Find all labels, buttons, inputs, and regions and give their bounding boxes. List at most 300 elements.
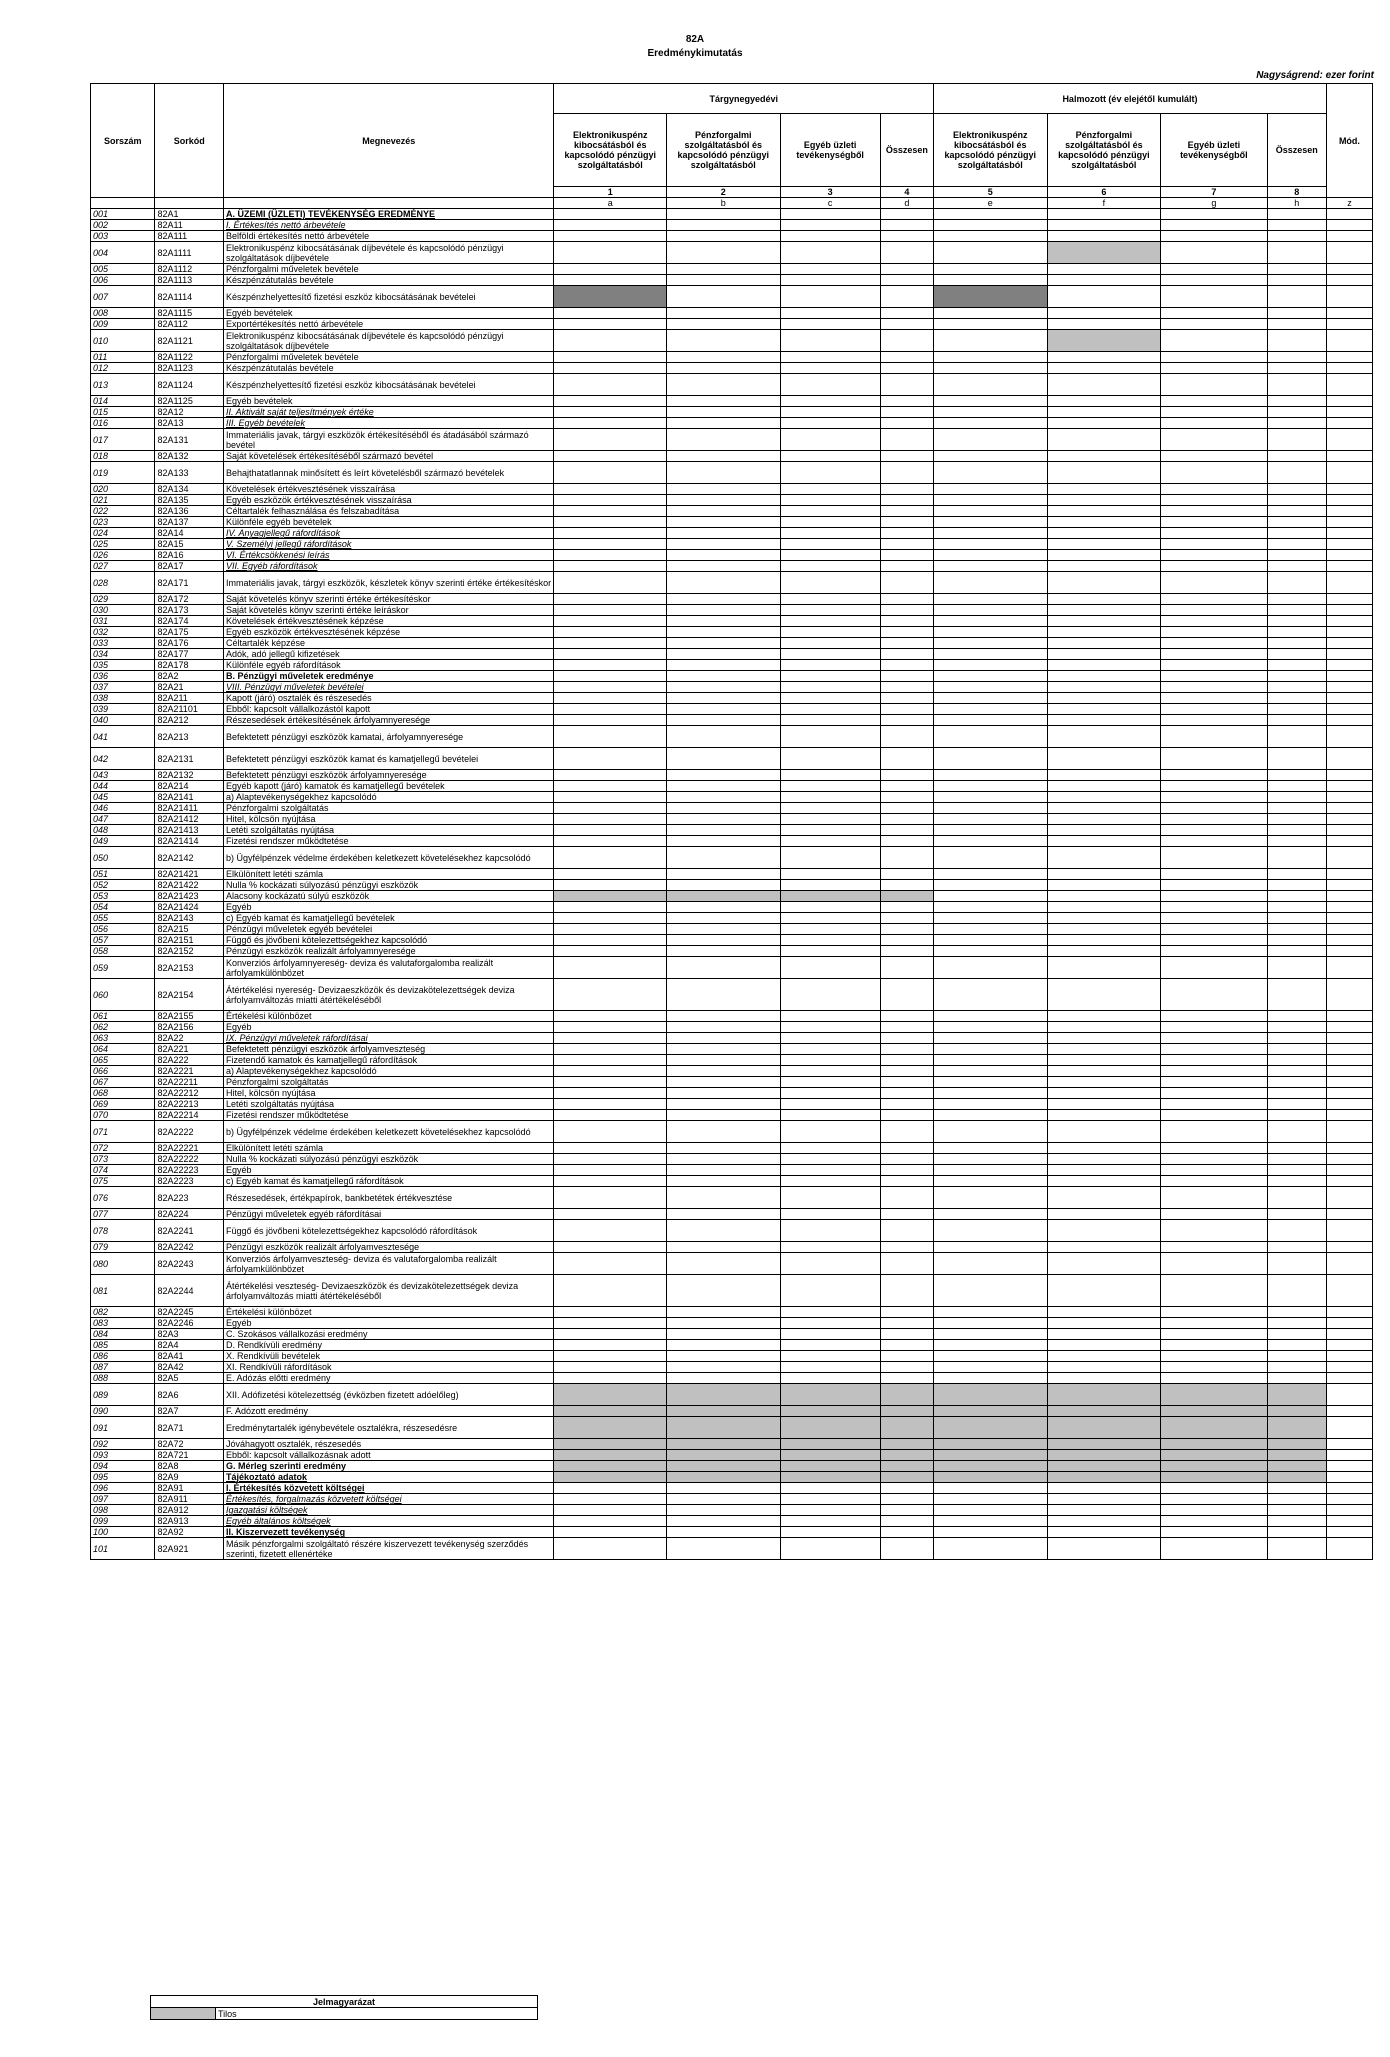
value-cell[interactable] (1161, 649, 1267, 660)
value-cell[interactable] (1047, 902, 1161, 913)
value-cell[interactable] (666, 803, 780, 814)
value-cell[interactable] (934, 1373, 1048, 1384)
value-cell[interactable] (934, 1417, 1048, 1439)
value-cell[interactable] (554, 913, 667, 924)
value-cell[interactable] (934, 1351, 1048, 1362)
value-cell[interactable] (1267, 1121, 1326, 1143)
value-cell[interactable] (666, 1384, 780, 1406)
value-cell[interactable] (780, 528, 880, 539)
value-cell[interactable] (1267, 572, 1326, 594)
value-cell[interactable] (934, 814, 1048, 825)
value-cell[interactable] (780, 946, 880, 957)
value-cell[interactable] (666, 418, 780, 429)
value-cell[interactable] (880, 286, 933, 308)
value-cell[interactable] (780, 836, 880, 847)
value-cell[interactable] (1161, 308, 1267, 319)
value-cell[interactable] (780, 363, 880, 374)
value-cell[interactable] (880, 418, 933, 429)
value-cell[interactable] (780, 748, 880, 770)
value-cell[interactable] (666, 704, 780, 715)
value-cell[interactable] (780, 242, 880, 264)
value-cell[interactable] (880, 396, 933, 407)
value-cell[interactable] (880, 462, 933, 484)
value-cell[interactable] (934, 286, 1048, 308)
value-cell[interactable] (880, 616, 933, 627)
value-cell[interactable] (1047, 748, 1161, 770)
value-cell[interactable] (1047, 231, 1161, 242)
value-cell[interactable] (1267, 429, 1326, 451)
value-cell[interactable] (880, 319, 933, 330)
value-cell[interactable] (780, 1384, 880, 1406)
value-cell[interactable] (1047, 418, 1161, 429)
value-cell[interactable] (1047, 693, 1161, 704)
value-cell[interactable] (880, 275, 933, 286)
value-cell[interactable] (780, 1516, 880, 1527)
value-cell[interactable] (1047, 462, 1161, 484)
value-cell[interactable] (1161, 1165, 1267, 1176)
value-cell[interactable] (880, 957, 933, 979)
value-cell[interactable] (554, 924, 667, 935)
value-cell[interactable] (1267, 649, 1326, 660)
value-cell[interactable] (554, 671, 667, 682)
value-cell[interactable] (880, 517, 933, 528)
value-cell[interactable] (880, 1187, 933, 1209)
value-cell[interactable] (1047, 1406, 1161, 1417)
value-cell[interactable] (780, 1110, 880, 1121)
value-cell[interactable] (666, 1077, 780, 1088)
value-cell[interactable] (1161, 803, 1267, 814)
value-cell[interactable] (780, 627, 880, 638)
value-cell[interactable] (666, 1318, 780, 1329)
value-cell[interactable] (666, 1011, 780, 1022)
value-cell[interactable] (554, 1022, 667, 1033)
value-cell[interactable] (1267, 1033, 1326, 1044)
value-cell[interactable] (880, 1307, 933, 1318)
value-cell[interactable] (934, 880, 1048, 891)
value-cell[interactable] (934, 1176, 1048, 1187)
value-cell[interactable] (554, 825, 667, 836)
value-cell[interactable] (780, 1275, 880, 1307)
value-cell[interactable] (666, 264, 780, 275)
value-cell[interactable] (1161, 1461, 1267, 1472)
value-cell[interactable] (880, 1351, 933, 1362)
value-cell[interactable] (934, 1253, 1048, 1275)
value-cell[interactable] (780, 913, 880, 924)
value-cell[interactable] (880, 693, 933, 704)
value-cell[interactable] (934, 1143, 1048, 1154)
value-cell[interactable] (666, 484, 780, 495)
value-cell[interactable] (666, 1307, 780, 1318)
value-cell[interactable] (1047, 1505, 1161, 1516)
value-cell[interactable] (554, 286, 667, 308)
value-cell[interactable] (934, 1505, 1048, 1516)
value-cell[interactable] (554, 462, 667, 484)
value-cell[interactable] (554, 1538, 667, 1560)
value-cell[interactable] (1267, 1209, 1326, 1220)
value-cell[interactable] (554, 704, 667, 715)
value-cell[interactable] (934, 528, 1048, 539)
value-cell[interactable] (934, 1439, 1048, 1450)
value-cell[interactable] (666, 429, 780, 451)
value-cell[interactable] (780, 495, 880, 506)
value-cell[interactable] (780, 1494, 880, 1505)
value-cell[interactable] (1047, 374, 1161, 396)
value-cell[interactable] (880, 264, 933, 275)
value-cell[interactable] (1047, 1538, 1161, 1560)
value-cell[interactable] (780, 209, 880, 220)
value-cell[interactable] (780, 352, 880, 363)
value-cell[interactable] (1047, 946, 1161, 957)
value-cell[interactable] (554, 803, 667, 814)
value-cell[interactable] (934, 1099, 1048, 1110)
value-cell[interactable] (780, 1483, 880, 1494)
value-cell[interactable] (554, 1505, 667, 1516)
value-cell[interactable] (1161, 209, 1267, 220)
value-cell[interactable] (1161, 242, 1267, 264)
value-cell[interactable] (1161, 1275, 1267, 1307)
value-cell[interactable] (1161, 935, 1267, 946)
value-cell[interactable] (934, 550, 1048, 561)
value-cell[interactable] (1161, 770, 1267, 781)
value-cell[interactable] (1047, 1351, 1161, 1362)
value-cell[interactable] (934, 1275, 1048, 1307)
value-cell[interactable] (934, 1461, 1048, 1472)
value-cell[interactable] (1047, 572, 1161, 594)
value-cell[interactable] (880, 484, 933, 495)
value-cell[interactable] (880, 550, 933, 561)
value-cell[interactable] (666, 935, 780, 946)
value-cell[interactable] (780, 1417, 880, 1439)
value-cell[interactable] (780, 704, 880, 715)
value-cell[interactable] (554, 1055, 667, 1066)
value-cell[interactable] (1161, 891, 1267, 902)
value-cell[interactable] (554, 572, 667, 594)
value-cell[interactable] (934, 1011, 1048, 1022)
value-cell[interactable] (554, 1110, 667, 1121)
value-cell[interactable] (1047, 561, 1161, 572)
value-cell[interactable] (1161, 1494, 1267, 1505)
value-cell[interactable] (1161, 792, 1267, 803)
value-cell[interactable] (1161, 1340, 1267, 1351)
value-cell[interactable] (666, 825, 780, 836)
value-cell[interactable] (666, 627, 780, 638)
value-cell[interactable] (934, 781, 1048, 792)
value-cell[interactable] (1161, 1417, 1267, 1439)
value-cell[interactable] (554, 616, 667, 627)
value-cell[interactable] (780, 1472, 880, 1483)
value-cell[interactable] (1267, 231, 1326, 242)
value-cell[interactable] (880, 1099, 933, 1110)
value-cell[interactable] (554, 1494, 667, 1505)
value-cell[interactable] (1267, 1187, 1326, 1209)
value-cell[interactable] (1047, 1220, 1161, 1242)
value-cell[interactable] (666, 902, 780, 913)
value-cell[interactable] (880, 1220, 933, 1242)
value-cell[interactable] (1161, 330, 1267, 352)
value-cell[interactable] (1047, 682, 1161, 693)
value-cell[interactable] (554, 935, 667, 946)
value-cell[interactable] (554, 1417, 667, 1439)
value-cell[interactable] (1267, 1472, 1326, 1483)
value-cell[interactable] (1267, 1340, 1326, 1351)
value-cell[interactable] (880, 352, 933, 363)
value-cell[interactable] (666, 572, 780, 594)
value-cell[interactable] (880, 781, 933, 792)
value-cell[interactable] (1047, 1022, 1161, 1033)
value-cell[interactable] (554, 594, 667, 605)
value-cell[interactable] (666, 363, 780, 374)
value-cell[interactable] (554, 1209, 667, 1220)
value-cell[interactable] (1267, 1373, 1326, 1384)
value-cell[interactable] (1047, 1527, 1161, 1538)
value-cell[interactable] (666, 1417, 780, 1439)
value-cell[interactable] (666, 616, 780, 627)
value-cell[interactable] (1161, 517, 1267, 528)
value-cell[interactable] (1267, 1275, 1326, 1307)
value-cell[interactable] (1161, 1143, 1267, 1154)
value-cell[interactable] (934, 1472, 1048, 1483)
value-cell[interactable] (780, 1099, 880, 1110)
value-cell[interactable] (1047, 495, 1161, 506)
value-cell[interactable] (880, 1022, 933, 1033)
value-cell[interactable] (666, 1022, 780, 1033)
value-cell[interactable] (934, 1483, 1048, 1494)
value-cell[interactable] (934, 924, 1048, 935)
value-cell[interactable] (1267, 704, 1326, 715)
value-cell[interactable] (1161, 506, 1267, 517)
value-cell[interactable] (934, 363, 1048, 374)
value-cell[interactable] (1267, 1450, 1326, 1461)
value-cell[interactable] (934, 1187, 1048, 1209)
value-cell[interactable] (934, 429, 1048, 451)
value-cell[interactable] (1267, 748, 1326, 770)
value-cell[interactable] (554, 1033, 667, 1044)
value-cell[interactable] (1161, 1505, 1267, 1516)
value-cell[interactable] (780, 550, 880, 561)
value-cell[interactable] (666, 1362, 780, 1373)
value-cell[interactable] (666, 1351, 780, 1362)
value-cell[interactable] (666, 220, 780, 231)
value-cell[interactable] (554, 979, 667, 1011)
value-cell[interactable] (880, 572, 933, 594)
value-cell[interactable] (1267, 506, 1326, 517)
value-cell[interactable] (934, 1220, 1048, 1242)
value-cell[interactable] (1161, 1362, 1267, 1373)
value-cell[interactable] (1047, 1439, 1161, 1450)
value-cell[interactable] (780, 594, 880, 605)
value-cell[interactable] (1047, 814, 1161, 825)
value-cell[interactable] (880, 495, 933, 506)
value-cell[interactable] (1161, 682, 1267, 693)
value-cell[interactable] (1267, 979, 1326, 1011)
value-cell[interactable] (1161, 1154, 1267, 1165)
value-cell[interactable] (880, 1165, 933, 1176)
value-cell[interactable] (1047, 1066, 1161, 1077)
value-cell[interactable] (1047, 715, 1161, 726)
value-cell[interactable] (880, 1340, 933, 1351)
value-cell[interactable] (934, 1307, 1048, 1318)
value-cell[interactable] (1161, 1187, 1267, 1209)
value-cell[interactable] (1267, 1516, 1326, 1527)
value-cell[interactable] (1047, 1099, 1161, 1110)
value-cell[interactable] (554, 264, 667, 275)
value-cell[interactable] (554, 1351, 667, 1362)
value-cell[interactable] (666, 1055, 780, 1066)
value-cell[interactable] (1047, 1055, 1161, 1066)
value-cell[interactable] (780, 418, 880, 429)
value-cell[interactable] (554, 1340, 667, 1351)
value-cell[interactable] (934, 506, 1048, 517)
value-cell[interactable] (1047, 1373, 1161, 1384)
value-cell[interactable] (554, 352, 667, 363)
value-cell[interactable] (666, 1505, 780, 1516)
value-cell[interactable] (1047, 627, 1161, 638)
value-cell[interactable] (880, 1044, 933, 1055)
value-cell[interactable] (1161, 1099, 1267, 1110)
value-cell[interactable] (554, 1066, 667, 1077)
value-cell[interactable] (1047, 1077, 1161, 1088)
value-cell[interactable] (554, 1527, 667, 1538)
value-cell[interactable] (1047, 1154, 1161, 1165)
value-cell[interactable] (666, 539, 780, 550)
value-cell[interactable] (934, 1362, 1048, 1373)
value-cell[interactable] (1267, 638, 1326, 649)
value-cell[interactable] (780, 814, 880, 825)
value-cell[interactable] (1047, 275, 1161, 286)
value-cell[interactable] (780, 1022, 880, 1033)
value-cell[interactable] (666, 1538, 780, 1560)
value-cell[interactable] (934, 682, 1048, 693)
value-cell[interactable] (1047, 407, 1161, 418)
value-cell[interactable] (934, 594, 1048, 605)
value-cell[interactable] (666, 1110, 780, 1121)
value-cell[interactable] (1267, 781, 1326, 792)
value-cell[interactable] (554, 660, 667, 671)
value-cell[interactable] (934, 726, 1048, 748)
value-cell[interactable] (1161, 462, 1267, 484)
value-cell[interactable] (1161, 627, 1267, 638)
value-cell[interactable] (1161, 418, 1267, 429)
value-cell[interactable] (554, 550, 667, 561)
value-cell[interactable] (1047, 671, 1161, 682)
value-cell[interactable] (1161, 605, 1267, 616)
value-cell[interactable] (1267, 528, 1326, 539)
value-cell[interactable] (1267, 1176, 1326, 1187)
value-cell[interactable] (666, 1494, 780, 1505)
value-cell[interactable] (780, 1450, 880, 1461)
value-cell[interactable] (666, 308, 780, 319)
value-cell[interactable] (880, 451, 933, 462)
value-cell[interactable] (1047, 484, 1161, 495)
value-cell[interactable] (554, 1450, 667, 1461)
value-cell[interactable] (1267, 418, 1326, 429)
value-cell[interactable] (880, 1527, 933, 1538)
value-cell[interactable] (880, 1362, 933, 1373)
value-cell[interactable] (880, 1077, 933, 1088)
value-cell[interactable] (934, 275, 1048, 286)
value-cell[interactable] (780, 1340, 880, 1351)
value-cell[interactable] (934, 495, 1048, 506)
value-cell[interactable] (554, 1176, 667, 1187)
value-cell[interactable] (880, 1538, 933, 1560)
value-cell[interactable] (554, 1099, 667, 1110)
value-cell[interactable] (880, 649, 933, 660)
value-cell[interactable] (1047, 396, 1161, 407)
value-cell[interactable] (554, 605, 667, 616)
value-cell[interactable] (1047, 539, 1161, 550)
value-cell[interactable] (880, 1275, 933, 1307)
value-cell[interactable] (1047, 517, 1161, 528)
value-cell[interactable] (1161, 286, 1267, 308)
value-cell[interactable] (554, 682, 667, 693)
value-cell[interactable] (1161, 1351, 1267, 1362)
value-cell[interactable] (666, 506, 780, 517)
value-cell[interactable] (1161, 1044, 1267, 1055)
value-cell[interactable] (1047, 1209, 1161, 1220)
value-cell[interactable] (780, 1253, 880, 1275)
value-cell[interactable] (554, 451, 667, 462)
value-cell[interactable] (666, 1220, 780, 1242)
value-cell[interactable] (934, 605, 1048, 616)
value-cell[interactable] (554, 1220, 667, 1242)
value-cell[interactable] (934, 1406, 1048, 1417)
value-cell[interactable] (1161, 1022, 1267, 1033)
value-cell[interactable] (880, 979, 933, 1011)
value-cell[interactable] (1267, 275, 1326, 286)
value-cell[interactable] (934, 1450, 1048, 1461)
value-cell[interactable] (880, 1494, 933, 1505)
value-cell[interactable] (934, 561, 1048, 572)
value-cell[interactable] (1161, 594, 1267, 605)
value-cell[interactable] (780, 330, 880, 352)
value-cell[interactable] (934, 1329, 1048, 1340)
value-cell[interactable] (934, 1066, 1048, 1077)
value-cell[interactable] (880, 660, 933, 671)
value-cell[interactable] (880, 704, 933, 715)
value-cell[interactable] (1267, 1165, 1326, 1176)
value-cell[interactable] (1161, 693, 1267, 704)
value-cell[interactable] (554, 1165, 667, 1176)
value-cell[interactable] (666, 396, 780, 407)
value-cell[interactable] (780, 1242, 880, 1253)
value-cell[interactable] (1267, 396, 1326, 407)
value-cell[interactable] (554, 1472, 667, 1483)
value-cell[interactable] (1161, 484, 1267, 495)
value-cell[interactable] (554, 396, 667, 407)
value-cell[interactable] (1161, 550, 1267, 561)
value-cell[interactable] (666, 1209, 780, 1220)
value-cell[interactable] (1161, 451, 1267, 462)
value-cell[interactable] (1047, 429, 1161, 451)
value-cell[interactable] (1267, 1384, 1326, 1406)
value-cell[interactable] (934, 979, 1048, 1011)
value-cell[interactable] (780, 308, 880, 319)
value-cell[interactable] (1267, 770, 1326, 781)
value-cell[interactable] (666, 209, 780, 220)
value-cell[interactable] (780, 275, 880, 286)
value-cell[interactable] (780, 1351, 880, 1362)
value-cell[interactable] (554, 1275, 667, 1307)
value-cell[interactable] (880, 891, 933, 902)
value-cell[interactable] (666, 792, 780, 803)
value-cell[interactable] (934, 352, 1048, 363)
value-cell[interactable] (1047, 1307, 1161, 1318)
value-cell[interactable] (1047, 1494, 1161, 1505)
value-cell[interactable] (554, 1077, 667, 1088)
value-cell[interactable] (934, 418, 1048, 429)
value-cell[interactable] (1161, 814, 1267, 825)
value-cell[interactable] (666, 517, 780, 528)
